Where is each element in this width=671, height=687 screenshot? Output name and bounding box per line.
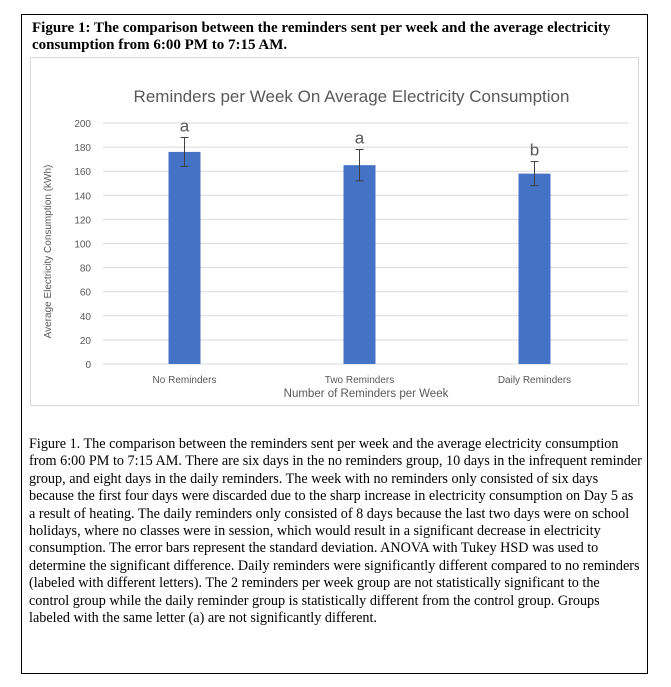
- x-axis-label: Number of Reminders per Week: [283, 388, 449, 400]
- y-tick-label: 40: [79, 311, 91, 323]
- chart-container: [30, 57, 639, 406]
- significance-letter: b: [529, 140, 540, 160]
- figure-frame: [21, 14, 648, 674]
- x-tick-label: No Reminders: [152, 375, 217, 386]
- y-tick-label: 200: [74, 119, 91, 130]
- bar: [169, 152, 201, 364]
- y-tick-label: 120: [74, 215, 91, 227]
- bar: [519, 174, 551, 364]
- figure-title: Figure 1: The comparison between the reminders sent per week and the average electricity consumption from 6:00 PM to 7:15 AM.: [32, 20, 611, 53]
- y-axis-label: Average Electricity Consumption (kWh): [43, 164, 54, 339]
- y-tick-label: 80: [79, 263, 91, 275]
- y-tick-label: 100: [74, 239, 91, 251]
- y-tick-label: 20: [79, 335, 91, 347]
- significance-letter: a: [179, 116, 190, 136]
- y-tick-label: 140: [74, 191, 91, 203]
- y-tick-label: 60: [79, 287, 91, 299]
- chart-title: Reminders per Week On Average Electricity Consumption: [133, 87, 570, 106]
- bar-chart: [31, 58, 640, 407]
- y-tick-label: 180: [74, 143, 91, 155]
- significance-letter: a: [354, 128, 365, 148]
- y-tick-label: 0: [85, 360, 91, 371]
- x-tick-label: Daily Reminders: [497, 375, 572, 386]
- bar: [344, 165, 376, 364]
- figure-caption: Figure 1. The comparison between the reminders sent per week and the average electricity consumption from 6:00 PM to 7:15 AM. There are six days in the no reminders group, 10 days in the infrequent reminder group, and eight days in the daily reminders. The week with no reminders only consisted of six days because the first four days were discarded due to the sharp increase in electricity consumption on Day 5 as a result of heating. The daily reminders only consisted of 8 days because the last two days were on school holidays, where no classes were in session, which would result in a significant decrease in electricity consumption. The error bars represent the standard deviation. ANOVA with Tukey HSD was used to determine the significant difference. Daily reminders were significantly different compared to no reminders (labeled with different letters). The 2 reminders per week group are not statistically significant to the control group while the daily reminder group is statistically different from the control group. Groups labeled with the same letter (a) are not significantly different.: [29, 436, 642, 627]
- x-tick-label: Two Reminders: [324, 375, 395, 386]
- y-tick-label: 160: [74, 167, 91, 179]
